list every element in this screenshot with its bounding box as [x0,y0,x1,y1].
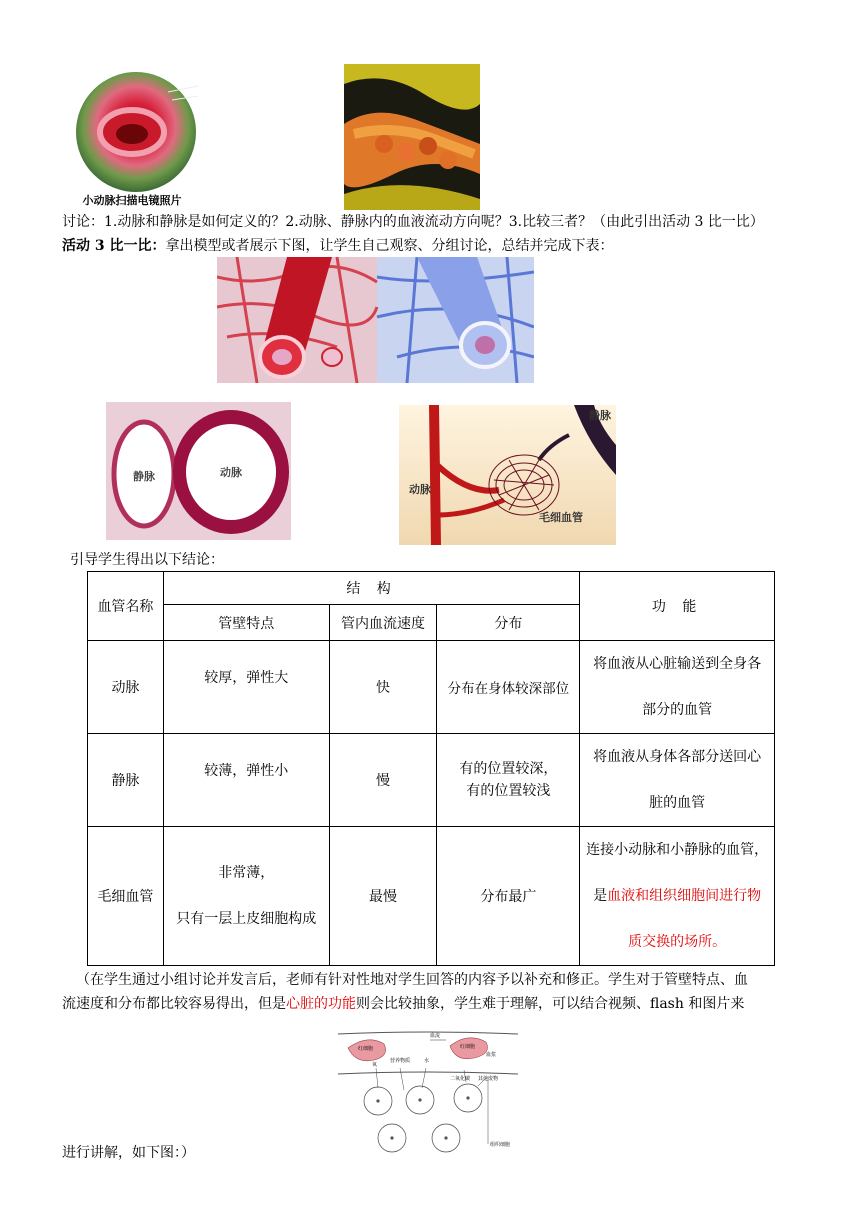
capillary-network-image [399,405,616,545]
blood-cells-sem-image [344,64,480,210]
subheader-speed: 管内血流速度 [329,605,437,641]
vessel-cross-section-image [106,402,291,540]
table-row [88,827,775,966]
header-vessel-name: 血管名称 [88,572,164,641]
row-speed: 最慢 [329,827,437,966]
vessel-model-image [217,257,534,383]
function-line [582,873,772,919]
row-wall: 较厚，弹性大 [163,641,329,734]
function-line: 连接小动脉和小静脉的血管， [586,842,769,858]
row-function [580,827,775,966]
function-line: 部分的血管 [642,702,713,718]
conclusion-intro: 引导学生得出以下结论： [70,552,224,568]
row-speed: 慢 [329,734,437,827]
small-artery-caption: 小动脉扫描电镜照片 [82,194,182,207]
function-line: 质交换的场所。 [628,934,727,950]
diag-vein-label: 静脉 [589,409,611,422]
subheader-wall: 管壁特点 [163,605,329,641]
exchange-label: 组织细胞 [490,1142,511,1148]
wall-line: 非常薄， [218,865,275,881]
row-wall [163,827,329,966]
table-row [88,641,775,734]
row-wall: 较薄，弹性小 [163,734,329,827]
header-function: 功 能 [580,572,775,641]
exchange-label: 红细胞 [358,1046,374,1052]
discussion-text: 讨论：1.动脉和静脉是如何定义的？2.动脉、静脉内的血液流动方向呢？3.比较三者？（由此引出活动 3 比一比） [62,214,764,230]
blood-vessel-comparison-table [87,571,775,966]
function-line: 脏的血管 [649,795,706,811]
exchange-label: 氧 [372,1062,378,1068]
activity-title: 活动 3 比一比： [62,238,166,254]
row-function [580,734,775,827]
row-distribution: 分布在身体较深部位 [437,641,580,734]
note-line-3: 进行讲解，如下图：） [62,1145,195,1161]
row-name: 动脉 [88,641,164,734]
diag-capillary-label: 毛细血管 [539,511,583,524]
distribution-line: 有的位置较浅 [466,783,551,799]
exchange-label: 其他废物 [478,1076,499,1082]
row-distribution [437,734,580,827]
note-line-2 [62,994,744,1014]
section-vein-label: 静脉 [133,470,155,483]
diag-artery-label: 动脉 [409,483,431,496]
distribution-line: 有的位置较深， [459,761,558,777]
subheader-distribution: 分布 [437,605,580,641]
exchange-label: 营养物质 [390,1058,411,1064]
row-speed: 快 [329,641,437,734]
function-line: 将血液从身体各部分送回心 [593,749,762,765]
section-artery-label: 动脉 [220,466,242,479]
exchange-label: 血流 [430,1033,441,1039]
wall-line: 只有一层上皮细胞构成 [176,911,317,927]
table-row [88,734,775,827]
note-text: 则会比较抽象，学生难于理解，可以结合视频、flash 和图片来 [356,996,745,1012]
note-highlight: 心脏的功能 [286,996,356,1012]
row-name: 静脉 [88,734,164,827]
header-structure: 结 构 [163,572,579,605]
exchange-label: 水 [424,1058,430,1064]
function-highlight: 血液和组织细胞间进行物 [607,888,762,904]
function-text: 是 [593,888,608,904]
exchange-label: 二氧化碳 [450,1076,471,1082]
substance-exchange-diagram [338,1026,518,1154]
exchange-label: 红细胞 [460,1044,476,1050]
row-name: 毛细血管 [88,827,164,966]
function-line: 将血液从心脏输送到全身各 [593,656,762,672]
activity-paragraph [62,236,614,256]
small-artery-sem-image [72,70,202,210]
row-function [580,641,775,734]
activity-text: 拿出模型或者展示下图，让学生自己观察、分组讨论，总结并完成下表： [165,238,614,254]
exchange-label: 血浆 [486,1052,497,1058]
note-line-1: （在学生通过小组讨论并发言后，老师有针对性地对学生回答的内容予以补充和修正。学生对于管壁特点、血 [76,972,748,988]
note-text: 流速度和分布都比较容易得出，但是 [62,996,286,1012]
row-distribution: 分布最广 [437,827,580,966]
